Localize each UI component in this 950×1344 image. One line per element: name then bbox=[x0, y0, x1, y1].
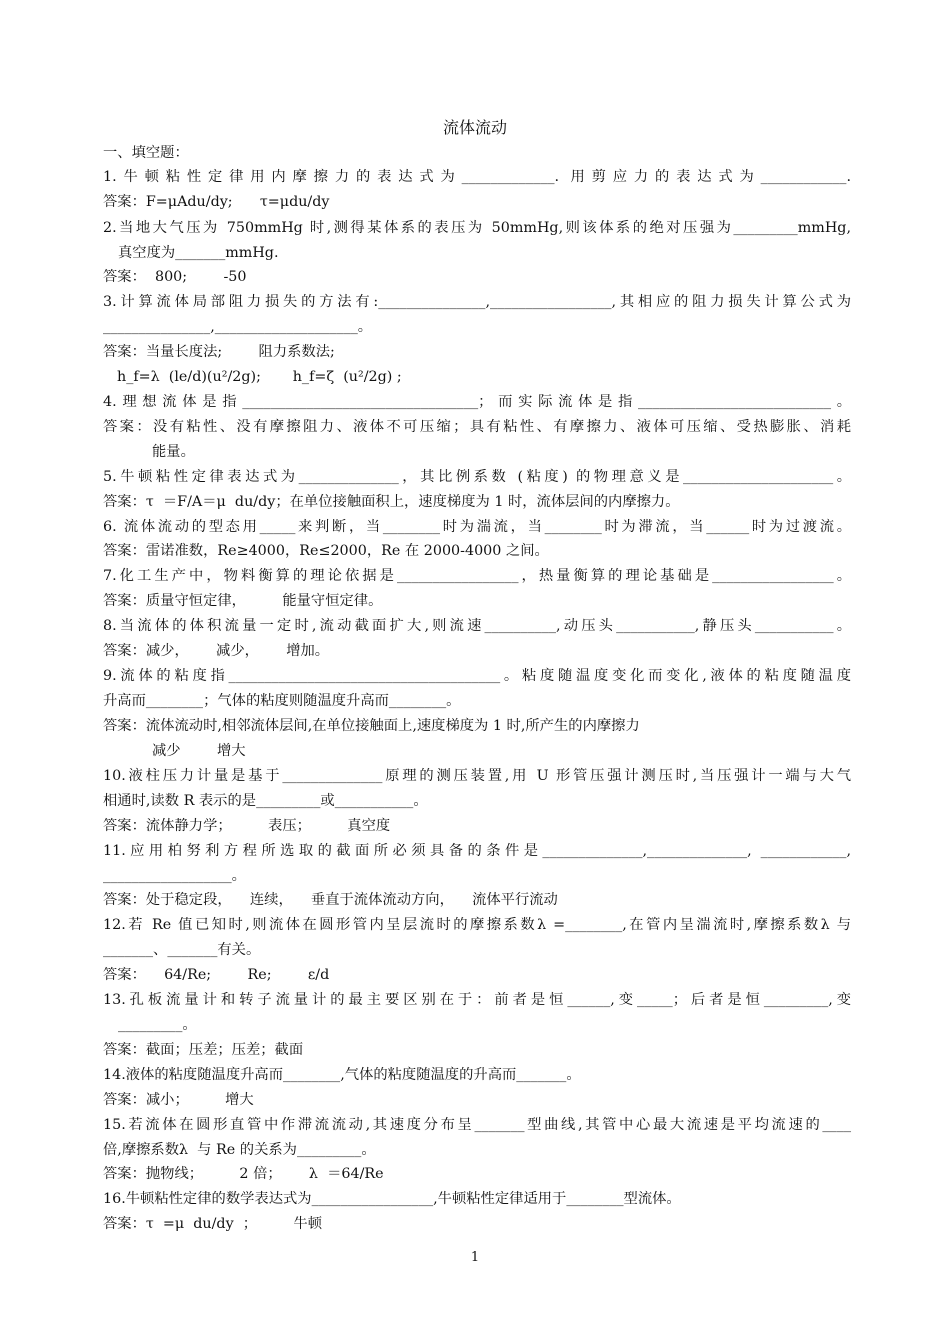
text-line: 5.牛顿粘性定律表达式为______________，其比例系数 (粘度) 的物理意义是_____________________。 bbox=[103, 469, 851, 485]
text-line: 倍,摩擦系数λ 与 Re 的关系为_________。 bbox=[103, 1142, 376, 1158]
text-line: 升高而________；气体的粘度则随温度升高而________。 bbox=[103, 693, 461, 709]
section-heading: 一、填空题： bbox=[103, 145, 189, 161]
answer-line: 答案：流体流动时,相邻流体层间,在单位接触面上,速度梯度为 1 时,所产生的内摩擦力 bbox=[103, 718, 640, 734]
answer-line: 答案：截面；压差；压差；截面 bbox=[103, 1042, 304, 1058]
answer-line: 减少 增大 bbox=[152, 743, 246, 759]
answer-line: 答案：质量守恒定律， 能量守恒定律。 bbox=[103, 593, 383, 609]
text-line: 8.当流体的体积流量一定时,流动截面扩大,则流速__________,动压头___________,静压头___________。 bbox=[103, 618, 851, 634]
text-line: 10.液柱压力计量是基于______________原理的测压装置,用 U 形管压强计测压时,当压强计一端与大气 bbox=[103, 768, 851, 784]
text-line: 16.牛顿粘性定律的数学表达式为_________________,牛顿粘性定律适用于________型流体。 bbox=[103, 1191, 681, 1207]
text-line: 2.当地大气压为 750mmHg 时,测得某体系的表压为 50mmHg,则该体系的绝对压强为_________mmHg, bbox=[103, 220, 851, 236]
answer-line: 答案： 64/Re; Re; ε/d bbox=[103, 967, 330, 983]
text-line: __________________。 bbox=[103, 868, 246, 884]
text-line: 6. 流体流动的型态用_____来判断，当________时为湍流，当________时为滞流，当______时为过渡流。 bbox=[103, 519, 851, 535]
answer-line: 答案：F=μAdu/dy; τ=μdu/dy bbox=[103, 194, 330, 210]
text-line: 13.孔板流量计和转子流量计的最主要区别在于：前者是恒______,变_____；后者是恒_________,变 bbox=[103, 992, 851, 1008]
answer-line: 答案：没有粘性、没有摩擦阻力、液体不可压缩；具有粘性、有摩擦力、液体可压缩、受热膨胀、消耗 bbox=[103, 419, 851, 435]
text-line: 9.流体的粘度指______________________________________。粘度随温度变化而变化,液体的粘度随温度 bbox=[103, 668, 851, 684]
text-line: _________。 bbox=[118, 1017, 197, 1033]
text-line: 1.牛顿粘性定律用内摩擦力的表达式为_____________. 用剪应力的表达式为____________. bbox=[103, 169, 851, 185]
answer-line: 答案：减小； 增大 bbox=[103, 1092, 254, 1108]
text-line: 真空度为_______mmHg. bbox=[118, 245, 279, 261]
text-line: _______________,____________________。 bbox=[103, 319, 373, 335]
answer-line: 答案：雷诺准数，Re≥4000，Re≤2000，Re 在 2000-4000 之间。 bbox=[103, 543, 549, 559]
page-title: 流体流动 bbox=[442, 118, 507, 137]
text-line: 7.化工生产中，物料衡算的理论依据是_________________，热量衡算的理论基础是_________________。 bbox=[103, 568, 851, 584]
answer-line: 答案：τ =μ du/dy ； 牛顿 bbox=[103, 1216, 322, 1232]
formula-line: h_f=λ (le/d)(u²/2g); h_f=ζ (u²/2g) ; bbox=[117, 369, 402, 385]
text-line: 14.液体的粘度随温度升高而________,气体的粘度随温度的升高而_______。 bbox=[103, 1067, 581, 1083]
text-line: 相通时,读数 R 表示的是_________或___________。 bbox=[103, 793, 428, 809]
text-line: _______、_______有关。 bbox=[103, 942, 261, 958]
answer-line: 答案：τ ＝F/A＝μ du/dy；在单位接触面积上，速度梯度为 1 时，流体层间的内摩擦力。 bbox=[103, 494, 680, 510]
text-line: 15.若流体在圆形直管中作滞流流动,其速度分布呈_______型曲线,其管中心最大流速是平均流速的____ bbox=[103, 1117, 851, 1133]
text-line: 11.应用柏努利方程所选取的截面所必须具备的条件是______________,______________, ____________, bbox=[103, 843, 851, 859]
answer-line: 答案：流体静力学； 表压； 真空度 bbox=[103, 818, 391, 834]
answer-line: 能量。 bbox=[152, 444, 195, 460]
page-number: 1 bbox=[470, 1250, 480, 1265]
text-line: 4.理想流体是指_________________________________；而实际流体是指___________________________。 bbox=[103, 394, 851, 410]
text-line: 12.若 Re 值已知时,则流体在圆形管内呈层流时的摩擦系数λ =________,在管内呈湍流时,摩擦系数λ 与 bbox=[103, 917, 851, 933]
answer-line: 答案：当量长度法; 阻力系数法; bbox=[103, 344, 335, 360]
answer-line: 答案： 800; -50 bbox=[103, 269, 247, 285]
answer-line: 答案：处于稳定段， 连续， 垂直于流体流动方向， 流体平行流动 bbox=[103, 892, 558, 908]
answer-line: 答案：减少， 减少， 增加。 bbox=[103, 643, 330, 659]
answer-line: 答案：抛物线； 2 倍； λ ＝64/Re bbox=[103, 1166, 384, 1182]
text-line: 3.计算流体局部阻力损失的方法有:_______________,_________________,其相应的阻力损失计算公式为 bbox=[103, 294, 851, 310]
